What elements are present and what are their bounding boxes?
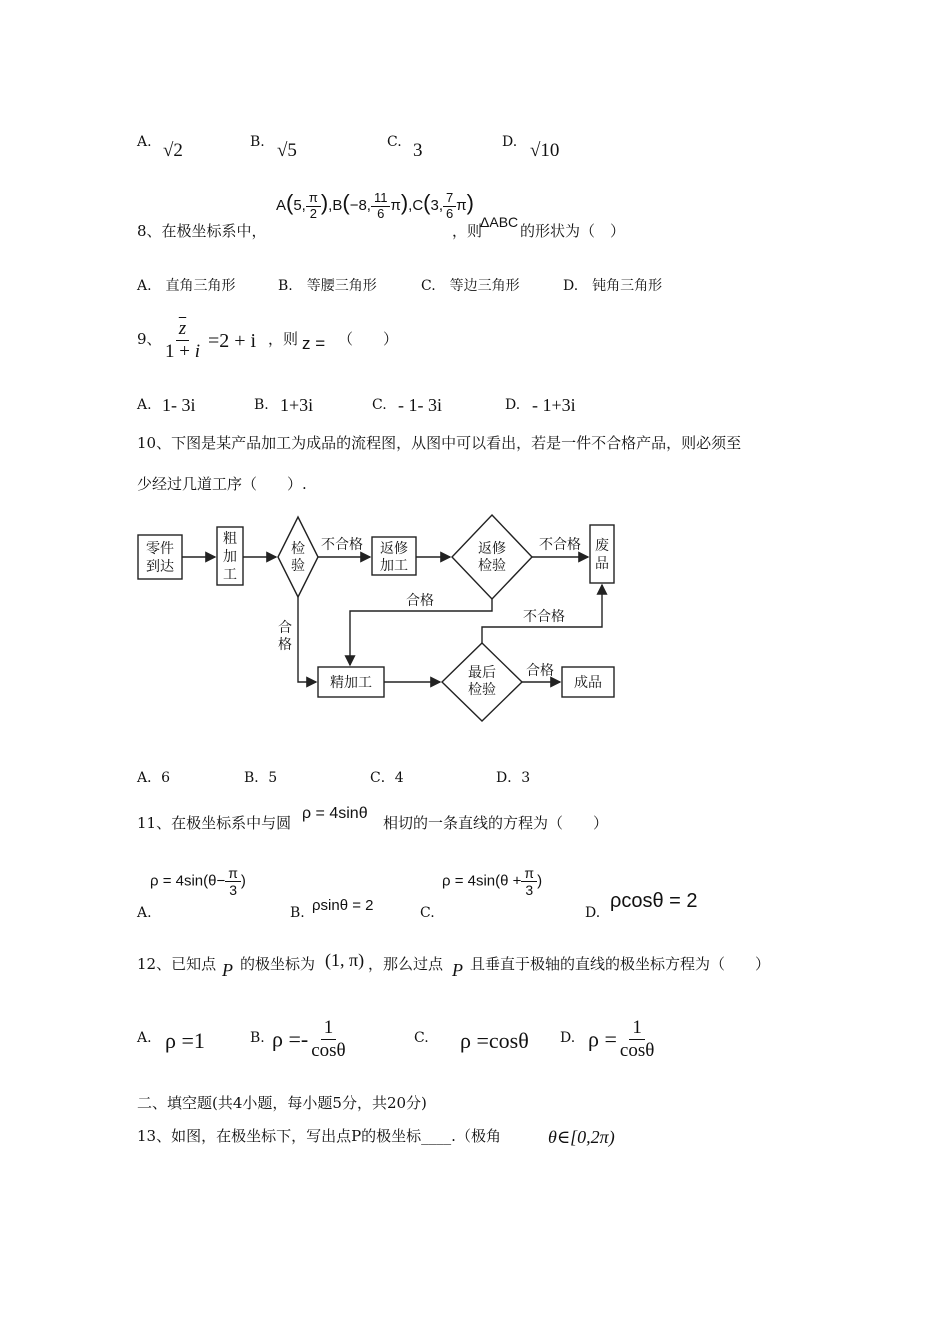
q11-option-b-label: B. [290,905,305,921]
q7-option-b-value: √5 [277,140,297,161]
scrap-box [590,525,614,583]
scrap-label-1: 废 [595,538,609,554]
q8-option-b: B. 等腰三角形 [278,278,377,294]
q13-range: θ∈[0,2π) [548,1127,615,1147]
q7-option-c-label: C. [387,134,402,150]
q9-z: z = [302,334,326,353]
rework-inspect-diamond [452,515,532,599]
q12-point-p: P [222,960,233,980]
q9-option-c-value: - 1- 3i [398,395,442,415]
q12-suffix: 且垂直于极轴的直线的极坐标方程为（ ） [470,955,771,973]
fail-label-1: 不合格 [321,537,363,553]
scrap-label-2: 品 [595,556,609,572]
inspect-label-1: 检 [291,541,305,557]
q11-option-d-value: ρcosθ = 2 [610,890,698,912]
q9-number: 9、 [137,330,162,348]
q11-option-d-label: D. [585,905,601,921]
rework-label-2: 加工 [380,558,408,574]
pass-label-2b: 格 [278,637,292,653]
rework-inspect-label-1: 返修 [478,541,506,557]
q9-option-a-label: A. [137,397,152,413]
q9-blank: （ ） [338,330,399,348]
q12-point-p2: P [452,960,463,980]
fine-label: 精加工 [330,675,372,691]
q8-option-a: A. 直角三角形 [137,278,236,294]
q13-text: 13、如图，在极坐标下，写出点P的极坐标____.（极角 [137,1127,501,1145]
arrive-label-1: 零件 [146,541,174,557]
q8-option-c: C. 等边三角形 [421,278,520,294]
q10-option-a: A．6 [137,770,171,786]
q12-option-a-value: ρ =1 [165,1028,205,1053]
rough-label-1: 粗 [223,531,237,547]
arrive-label-2: 到达 [146,559,174,575]
q11-option-b-value: ρsinθ = 2 [312,897,374,914]
q9-fraction: $\frac{\overline{z}}{1 + i}$ [165,318,200,362]
q12-mid1: 的极坐标为 [240,955,316,973]
pass-label-3: 合格 [526,663,554,679]
q8-then: ，则 [452,222,483,240]
q12-coord: (1, π) [325,950,365,970]
q10-line2: 少经过几道工序（ ）. [137,475,307,493]
q8-triangle: ΔABC [480,214,519,230]
q12-option-c-label: C. [414,1030,429,1046]
pass-label-2a: 合 [278,620,292,636]
rework-inspect-label-2: 检验 [478,558,506,574]
fail-label-2: 不合格 [539,537,581,553]
pass-label-1: 合格 [406,593,434,609]
q7-option-c-value: 3 [413,140,423,161]
q10-line1: 10、下图是某产品加工为成品的流程图，从图中可以看出，若是一件不合格产品，则必须至 [137,434,742,452]
section-2-heading: 二、填空题(共4小题，每小题5分，共20分) [137,1094,427,1112]
q8-option-d: D. 钝角三角形 [563,278,663,294]
q8-prefix: 8、在极坐标系中， [137,222,267,240]
rough-label-3: 工 [223,567,237,583]
inspect-label-2: 验 [291,558,305,574]
q12-option-a-label: A. [137,1030,152,1046]
q7-option-d-value: √10 [530,140,560,161]
q11-option-c-label: C. [420,905,435,921]
q9-equals: =2 + i [208,330,257,352]
q9-option-b-value: 1+3i [280,395,314,415]
q7-option-b-label: B. [250,134,265,150]
q9-option-d-label: D. [505,397,521,413]
q9-option-a-value: 1- 3i [162,395,196,415]
q8-suffix: 的形状为（ ） [520,222,626,240]
q12-option-d-value: ρ = $\frac{1}{\cos\theta}$ [588,1017,655,1061]
q8-points-formula: A(5, $\frac{\pi}{2}$ ),B(−8, $\frac{11}{6}$ π),C(3, $\frac{7}{6}$ π) [276,189,474,221]
q11-option-a-value: ρ = 4sin(θ− $\frac{\pi}{3}$ ) [150,865,246,899]
q9-option-b-label: B. [254,397,269,413]
q12-prefix: 12、已知点 [137,955,217,973]
rework-label-1: 返修 [380,541,408,557]
inspect-diamond [278,517,318,597]
q11-option-a-label: A. [137,905,152,921]
q9-option-d-value: - 1+3i [532,395,576,415]
q10-option-c: C．4 [370,770,404,786]
q7-option-d-label: D. [502,134,518,150]
final-label-2: 检验 [468,682,496,698]
q9-option-c-label: C. [372,397,387,413]
q11-suffix: 相切的一条直线的方程为（ ） [383,814,609,832]
q11-option-c-value: ρ = 4sin(θ + $\frac{\pi}{3}$ ) [442,865,543,899]
q11-circle: ρ = 4sinθ [302,805,368,822]
fail-label-3: 不合格 [523,609,565,625]
q7-option-a-value: √2 [163,140,183,161]
process-flowchart [130,505,630,735]
q9-then: ，则 [268,330,299,348]
q10-option-b: B．5 [244,770,278,786]
q12-mid2: ，那么过点 [368,955,444,973]
final-label-1: 最后 [468,665,496,681]
q12-option-b-value: ρ =- $\frac{1}{\cos\theta}$ [272,1017,346,1061]
q7-option-a-label: A. [137,134,152,150]
product-label: 成品 [574,675,602,691]
q12-option-c-value: ρ =cosθ [460,1028,529,1053]
q12-option-b-label: B. [250,1030,265,1046]
q12-option-d-label: D. [560,1030,576,1046]
q10-option-d: D．3 [496,770,531,786]
q11-prefix: 11、在极坐标系中与圆 [137,814,292,832]
rough-label-2: 加 [223,549,237,565]
